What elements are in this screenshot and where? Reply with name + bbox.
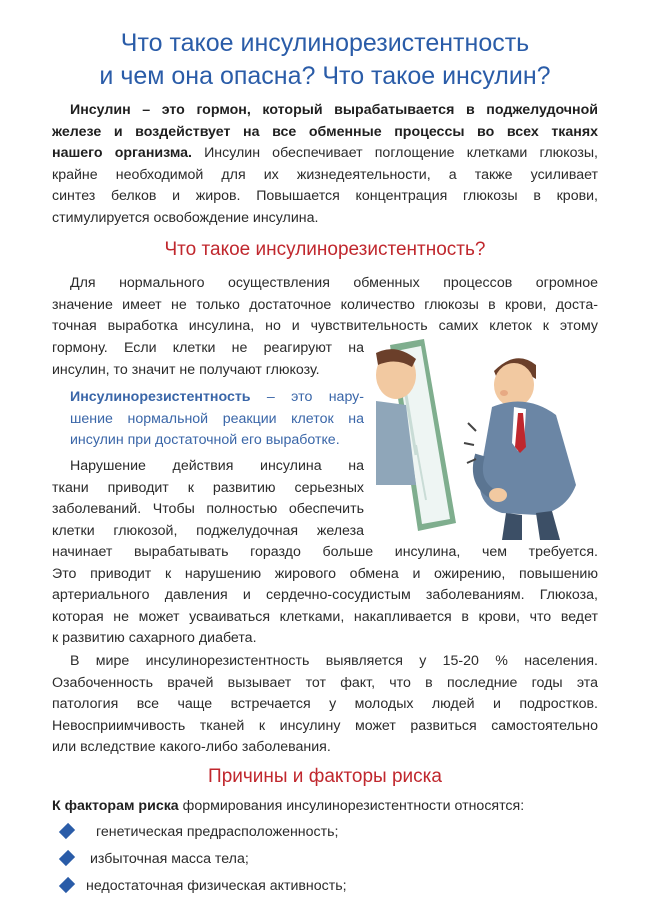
section-heading-risk-factors: Причины и факторы риска bbox=[208, 766, 442, 787]
man-figure-icon bbox=[464, 358, 576, 540]
paragraph-line: патология все чаще встречается у молодых людей и подростков. bbox=[52, 696, 598, 713]
paragraph-line: Это приводит к нарушению жирового обмена и ожирению, повышению bbox=[52, 565, 598, 582]
intro-line: синтез белков и жиров. Повышается концентрация глюкозы в крови, bbox=[52, 188, 598, 205]
paragraph-line: К факторам риска формирования инсулинорезистентности относятся: bbox=[52, 798, 525, 814]
paragraph-line: или вследствие какого-либо заболевания. bbox=[52, 739, 331, 756]
risk-factors-list bbox=[60, 822, 600, 903]
paragraph-line: ткани приводит к развитию серьезных bbox=[52, 479, 364, 496]
definition-term: Инсулинорезистентность bbox=[70, 389, 251, 405]
intro-line: крайне необходимой для их жизнедеятельности, а также усиливает bbox=[52, 166, 598, 183]
section1-paragraph bbox=[52, 273, 598, 338]
statistics-paragraph bbox=[52, 651, 598, 759]
paragraph-line: которая не может усваиваться клетками, накапливается в крови, что ведет bbox=[52, 608, 598, 625]
page-title-line-1: Что такое инсулинорезистентность bbox=[120, 29, 530, 57]
paragraph-line: клетки глюкозой, поджелудочная железа bbox=[52, 522, 364, 539]
list-item: избыточная масса тела; bbox=[60, 849, 600, 876]
list-item: недостаточная физическая активность; bbox=[60, 876, 600, 903]
paragraph-line: Озабоченность врачей вызывает тот факт, что в последние годы эта bbox=[52, 674, 598, 691]
paragraph-line: Невосприимчивость тканей к инсулину может развиться самостоятельно bbox=[52, 717, 598, 734]
diamond-bullet-icon bbox=[59, 877, 75, 893]
paragraph-line: Для нормального осуществления обменных процессов огромное bbox=[70, 275, 598, 291]
mirror-icon bbox=[376, 339, 456, 531]
consequences-paragraph bbox=[52, 542, 598, 650]
definition-line: шение нормальной реакции клеток на bbox=[70, 410, 364, 427]
diamond-bullet-icon bbox=[59, 850, 75, 866]
intro-line: нашего организма. Инсулин обеспечивает поглощение клетками глюкозы, bbox=[52, 145, 598, 162]
intro-line: железе и воздействует на все обменные процессы во всех тканях bbox=[52, 123, 598, 140]
paragraph-line: заболеваний. Чтобы полностью обеспечить bbox=[52, 501, 364, 518]
paragraph-line: Нарушение действия инсулина на bbox=[70, 458, 364, 474]
definition-line: Инсулинорезистентность – это нару- bbox=[70, 389, 364, 405]
paragraph-line: артериального давления и сердечно-сосудистым заболеваниям. Глюкоза, bbox=[52, 587, 598, 604]
list-item: генетическая предрасположенность; bbox=[60, 822, 600, 849]
diamond-bullet-icon bbox=[59, 823, 75, 839]
definition-block bbox=[70, 387, 364, 452]
intro-paragraph bbox=[52, 100, 598, 230]
definition-line: инсулин при достаточной его выработке. bbox=[70, 432, 340, 449]
paragraph-line: гормону. Если клетки не реагируют на bbox=[52, 340, 364, 356]
man-mirror-illustration bbox=[376, 335, 598, 540]
intro-line: Инсулин – это гормон, который вырабатывается в поджелудочной bbox=[70, 102, 598, 118]
section1-paragraph-narrow bbox=[52, 338, 364, 381]
paragraph-line: к развитию сахарного диабета. bbox=[52, 630, 257, 647]
paragraph-line: В мире инсулинорезистентность выявляется у 15-20 % населения. bbox=[70, 653, 598, 669]
paragraph-line: инсулин, то значит не получают глюкозу. bbox=[52, 361, 320, 378]
risk-factors-lead bbox=[52, 796, 598, 818]
intro-line: стимулируется освобождение инсулина. bbox=[52, 209, 319, 226]
paragraph-line: точная выработка инсулина, но и чувствительность самих клеток к этому bbox=[52, 318, 598, 335]
paragraph-line: значение имеет не только достаточное количество глюкозы в крови, доста- bbox=[52, 296, 598, 313]
consequences-paragraph-narrow bbox=[52, 456, 364, 542]
page-title-line-2: и чем она опасна? Что такое инсулин? bbox=[99, 62, 551, 90]
paragraph-line: начинает вырабатывать гораздо больше инсулина, чем требуется. bbox=[52, 544, 598, 560]
section-heading-insulin-resistance: Что такое инсулинорезистентность? bbox=[164, 239, 486, 260]
